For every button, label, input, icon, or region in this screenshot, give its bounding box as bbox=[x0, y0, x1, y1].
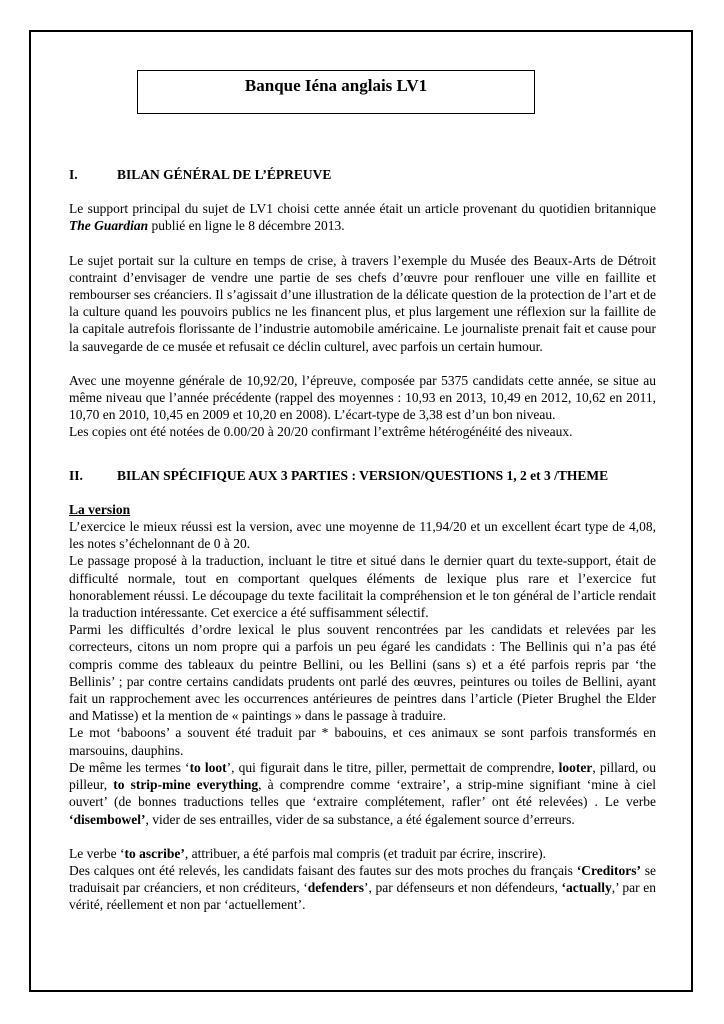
version-paragraph-6 bbox=[69, 845, 656, 862]
term-to-ascribe: to ascribe’ bbox=[124, 845, 185, 861]
subheading-version: La version bbox=[69, 501, 131, 517]
section-1-paragraph-1 bbox=[69, 200, 656, 234]
newspaper-name: The Guardian bbox=[69, 218, 149, 234]
text-run: ,’ par en vérité, réellement et non par ‘actuellement’. bbox=[69, 880, 656, 913]
document-body bbox=[69, 166, 656, 914]
term-defenders: defenders bbox=[307, 880, 364, 896]
section-1-paragraph-2: Le sujet portait sur la culture en temps de crise, à travers l’exemple du Musée des Beaux-Arts de Détroit contraint d’envisager de vendre une partie de ses chefs d’œuvre pour renflouer une ville en faillite et rembourser ses créanciers. Il s’agissait d’une illustration de la délicate question de la protection de l’art et de la culture quand les pouvoirs publics ne les financent plus, et plus largement une réflexion sur la faillite de la capitale autrefois florissante de l’industrie automobile américaine. Le journaliste prenait fait et cause pour la sauvegarde de ce musée et refusait ce déclin culturel, avec parfois un certain humour. bbox=[69, 252, 656, 354]
version-paragraph-7 bbox=[69, 862, 656, 914]
document-title: Banque Iéna anglais LV1 bbox=[244, 76, 428, 95]
version-paragraph-5 bbox=[69, 759, 656, 828]
version-paragraph-1: L’exercice le mieux réussi est la version, avec une moyenne de 11,94/20 et un excellent écart type de 4,08, les notes s’échelonnant de 0 à 20. bbox=[69, 519, 656, 552]
term-creditors: ‘Creditors’ bbox=[576, 862, 641, 878]
version-paragraph-3: Parmi les difficultés d’ordre lexical le plus souvent rencontrées par les candidats et relevées par les correcteurs, citons un nom propre qui a parfois un peu égaré les candidats : The Bellinis qui n’a pas été compris comme des tableaux du peintre Bellini, ou les Bellini (sans s) et a été parfois repris par ‘the Bellinis’ ; par contre certains candidats prudents ont parlé des œuvres, peintures ou toiles de Bellini, ayant fait un rapprochement avec les occurrences antérieures de peintres dans l’article (Pieter Brughel the Elder and Matisse) et la mention de « paintings » dans le passage à traduire. bbox=[69, 622, 656, 724]
text-run: , à comprendre comme ‘extraire’, a strip-mine signifiant ‘mine à ciel ouvert’ (de bonnes traductions telles que ‘extraire complétement, rafler’ ont été relevées) . Le verbe bbox=[69, 777, 656, 810]
term-disembowel: ‘disembowel’ bbox=[69, 811, 146, 827]
section-1-heading bbox=[69, 166, 656, 183]
text-run: Le support principal du sujet de LV1 choisi cette année était un article provenant du quotidien britannique bbox=[69, 201, 656, 217]
section-1-paragraph-3: Avec une moyenne générale de 10,92/20, l’épreuve, composée par 5375 candidats cette année, se situe au même niveau que l’année précédente (rappel des moyennes : 10,93 en 2013, 10,49 en 2012, 10,62 en 2011, 10,70 en 2010, 10,45 en 2009 et 10,20 en 2008). L’écart-type de 3,38 est d’un bon niveau. bbox=[69, 372, 656, 423]
text-run: Le verbe ‘ bbox=[69, 845, 125, 861]
text-run: , vider de ses entrailles, vider de sa substance, a été également source d’erreurs. bbox=[145, 811, 575, 827]
text-run: se traduisait par créanciers, et non créditeurs, ‘ bbox=[69, 862, 656, 896]
text-run: publié en ligne le 8 décembre 2013. bbox=[148, 218, 345, 234]
text-run: ’, qui figurait dans le titre, piller, permettait de comprendre, bbox=[226, 759, 559, 775]
text-run: ’, par défenseurs et non défendeurs, bbox=[364, 880, 562, 896]
section-2-number: II. bbox=[69, 467, 83, 483]
version-paragraph-4: Le mot ‘baboons’ a souvent été traduit par * babouins, et ces animaux se sont parfois transformés en marsouins, dauphins. bbox=[69, 725, 656, 758]
term-actually: ‘actually bbox=[561, 880, 612, 896]
section-1-number: I. bbox=[69, 167, 78, 182]
term-looter: looter bbox=[558, 759, 593, 775]
section-1-paragraph-4: Les copies ont été notées de 0.00/20 à 20/20 confirmant l’extrême hétérogénéité des niveaux. bbox=[69, 424, 573, 440]
text-run: De même les termes ‘ bbox=[69, 759, 190, 775]
version-paragraph-2: Le passage proposé à la traduction, incluant le titre et situé dans le dernier quart du texte-support, était de difficulté normale, tout en comportant quelques éléments de lexique plus rare et l’exercice fut honorablement réussi. Le découpage du texte facilitait la compréhension et le ton général de l’article rendait la traduction intéressante. Cet exercice a été suffisamment sélectif. bbox=[69, 553, 656, 621]
section-1-title: BILAN GÉNÉRAL DE L’ÉPREUVE bbox=[117, 167, 332, 182]
text-run: , pillard, ou pilleur, bbox=[69, 759, 657, 793]
text-run: Des calques ont été relevés, les candidats faisant des fautes sur des mots proches du français bbox=[69, 862, 577, 878]
term-strip-mine: to strip-mine everything bbox=[113, 777, 259, 793]
text-run: , attribuer, a été parfois mal compris (et traduit par écrire, inscrire). bbox=[184, 845, 546, 861]
section-2-heading bbox=[69, 467, 656, 484]
section-2-title: BILAN SPÉCIFIQUE AUX 3 PARTIES : VERSION/QUESTIONS 1, 2 et 3 /THEME bbox=[117, 467, 609, 483]
term-to-loot: to loot bbox=[189, 759, 227, 775]
